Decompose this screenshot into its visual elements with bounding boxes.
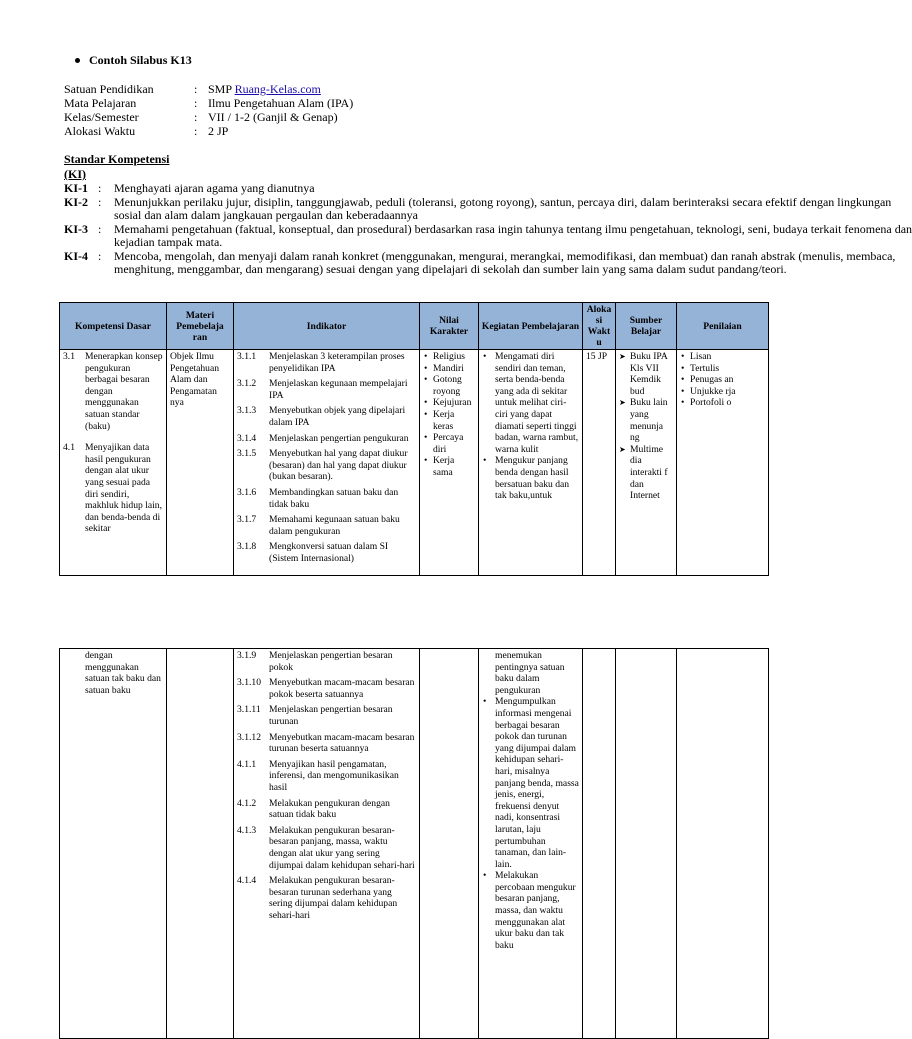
standar-kompetensi-heading: Standar Kompetensi (KI) (64, 152, 170, 181)
list-item: • Portofoli o (690, 397, 765, 409)
list-item: • Mandiri (433, 363, 475, 375)
list-item: • Percaya diri (433, 432, 475, 455)
cell-nilai-karakter (420, 350, 479, 576)
header-penilaian: Penilaian (677, 303, 769, 350)
indikator-item: 4.1.2 Melakukan pengukuran dengan satuan tidak baku (237, 797, 390, 821)
indikator-item: 3.1.11 Menjelaskan pengertian besaran turunan (237, 704, 393, 727)
list-item: • Kerja keras (433, 409, 475, 432)
header-kompetensi-dasar: Kompetensi Dasar (60, 303, 167, 350)
silabus-table-page2 (59, 648, 769, 1039)
indikator-item: 3.1.8 Mengkonversi satuan dalam SI (Sistem Internasional) (237, 541, 389, 564)
list-item: • Mengumpulkan informasi mengenai berbagai besaran pokok dan turunan yang dijumpai dalam kehidupan sehari-hari, misalnya panjang benda, massa jenis, energi, frekuensi denyut nadi, konsentrasi larutan, laju pertumbuhan tanaman, dan lain-lain. (495, 696, 579, 870)
table-row (60, 649, 769, 1039)
cell-sumber (616, 350, 677, 576)
indikator-item: 3.1.6 Membandingkan satuan baku dan tidak baku (237, 486, 399, 510)
document-title: Contoh Silabus K13 (75, 53, 192, 68)
list-item: • Unjukke rja (690, 386, 765, 398)
cell-alokasi (583, 649, 616, 1039)
list-item: • Mengukur panjang benda dengan hasil bersatuan baku dan tak baku,untuk (495, 455, 579, 501)
header-nilai-karakter: Nilai Karakter (420, 303, 479, 350)
table-row (60, 350, 769, 576)
cell-materi: Objek Ilmu Pengetahuan Alam dan Pengamatan nya (167, 350, 234, 576)
indikator-item: 4.1.3 Melakukan pengukuran besaran-besaran panjang, massa, waktu dengan alat ukur yang sering dijumpai dalam kehidupan sehari-hari (237, 824, 415, 871)
list-item: • Tertulis (690, 363, 765, 375)
indikator-item: 4.1.4 Melakukan pengukuran besaran-besaran turunan sederhana yang sering dijumpai dalam kehidupan sehari-hari (237, 875, 398, 921)
cell-penilaian (677, 350, 769, 576)
list-item: • Melakukan percobaan mengukur besaran panjang, massa, dan waktu menggunakan alat ukur baku dan tak baku (495, 870, 579, 951)
header-materi: Materi Pemebelaja ran (167, 303, 234, 350)
header-alokasi: Aloka si Wakt u (583, 303, 616, 350)
header-sumber: Sumber Belajar (616, 303, 677, 350)
table-header-row (60, 303, 769, 350)
list-item: • Lisan (690, 351, 765, 363)
indikator-item: 3.1.7 Memahami kegunaan satuan baku dalam pengukuran (237, 514, 400, 537)
cell-nilai-karakter (420, 649, 479, 1039)
indikator-item: 3.1.3 Menyebutkan objek yang dipelajari dalam IPA (237, 405, 406, 428)
cell-penilaian (677, 649, 769, 1039)
indikator-item: 3.1.2 Menjelaskan kegunaan mempelajari IPA (237, 378, 408, 401)
list-item: • Religius (433, 351, 475, 363)
cell-kegiatan (479, 350, 583, 576)
indikator-item: 3.1.4 Menjelaskan pengertian pengukuran (237, 432, 409, 444)
indikator-item: 3.1.1 Menjelaskan 3 keterampilan proses penyelidikan IPA (237, 351, 405, 374)
list-item: • Mengamati diri sendiri dan teman, serta benda-benda yang ada di sekitar untuk melihat ciri-ciri yang dapat diamati seperti tinggi badan, warna rambut, warna kulit (495, 351, 579, 455)
cell-sumber (616, 649, 677, 1039)
cell-kompetensi-dasar: dengan menggunakan satuan tak baku dan satuan baku (60, 649, 167, 1039)
silabus-table-page1 (59, 302, 769, 576)
cell-kompetensi-dasar (60, 350, 167, 576)
cell-indikator (234, 649, 420, 1039)
kd-item: 4.1 Menyajikan data hasil pengukuran dengan alat ukur yang sesuai pada diri sendiri, makhluk hidup lain, dan benda-benda di sekitar (63, 442, 163, 535)
bullet-icon (75, 58, 80, 63)
indikator-item: 3.1.5 Menyebutkan hal yang dapat diukur (besaran) dan hal yang dapat diukur (bukan besaran). (237, 448, 408, 483)
header-kegiatan: Kegiatan Pembelajaran (479, 303, 583, 350)
cell-alokasi: 15 JP (583, 350, 616, 576)
kd-item: 3.1 Menerapkan konsep pengukuran berbagai besaran dengan menggunakan satuan standar (baku) (63, 351, 163, 432)
list-item: • Kerja sama (433, 455, 475, 478)
cell-kegiatan: menemukan pentingnya satuan baku dalam pengukuran • Mengumpulkan informasi mengenai berbagai besaran pokok dan turunan yang dijumpai dalam kehidupan sehari-hari, misalnya panjang benda, massa jenis, energi, frekuensi denyut nadi, konsentrasi larutan, laju pertumbuhan tanaman, dan lain-lain. • Melakukan percobaan mengukur besaran panjang, massa, dan waktu menggunakan alat ukur baku dan tak baku (479, 649, 583, 1039)
ruang-kelas-link[interactable]: Ruang-Kelas.com (234, 82, 321, 96)
cell-indikator (234, 350, 420, 576)
indikator-item: 3.1.9 Menjelaskan pengertian besaran pokok (237, 650, 393, 673)
indikator-item: 3.1.12 Menyebutkan macam-macam besaran turunan beserta satuannya (237, 731, 415, 755)
list-item: • Penugas an (690, 374, 765, 386)
indikator-item: 3.1.10 Menyebutkan macam-macam besaran pokok beserta satuannya (237, 677, 415, 700)
list-item: ➤ Buku lain yang menunja ng (630, 397, 673, 443)
list-item: • Gotong royong (433, 374, 475, 397)
cell-materi (167, 649, 234, 1039)
list-item: ➤ Multime dia interakti f dan Internet (630, 444, 673, 502)
indikator-item: 4.1.1 Menyajikan hasil pengamatan, inferensi, dan mengomunikasikan hasil (237, 758, 399, 793)
header-indikator: Indikator (234, 303, 420, 350)
list-item: ➤ Buku IPA Kls VII Kemdik bud (630, 351, 673, 397)
list-item: • Kejujuran (433, 397, 475, 409)
